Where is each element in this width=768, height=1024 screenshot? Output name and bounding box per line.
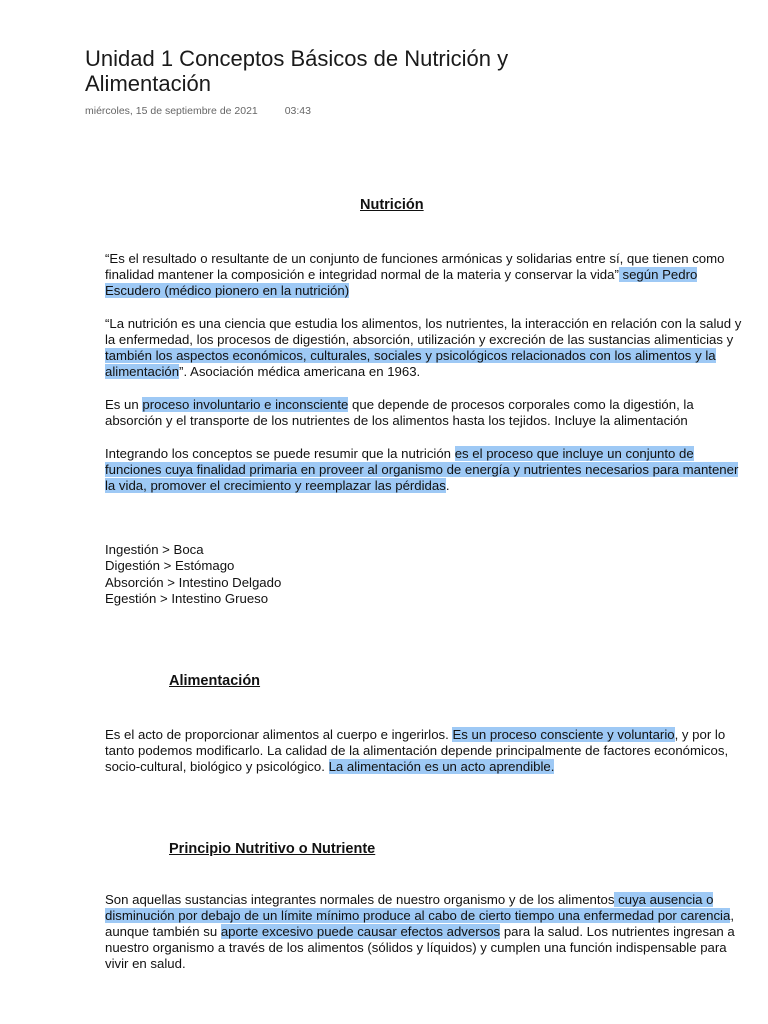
text-segment: Son aquellas sustancias integrantes normales de nuestro organismo y de los alimentos bbox=[105, 892, 615, 907]
digestive-process-list bbox=[105, 542, 281, 607]
highlight: cuya ausencia o disminución por debajo de un límite mínimo produce al cabo de cierto tiempo una enfermedad por carencia bbox=[105, 892, 731, 923]
heading-nutriente: Principio Nutritivo o Nutriente bbox=[169, 841, 376, 857]
page-time: 03:43 bbox=[284, 105, 311, 117]
text-segment: que depende de procesos corporales como la digestión, la absorción y el transporte de los nutrientes de los alimentos hasta los tejidos. Incluye la alimentación bbox=[105, 397, 694, 428]
page-meta bbox=[85, 105, 311, 117]
nutricion-paragraph-3 bbox=[105, 397, 750, 429]
list-item: Absorción > Intestino Delgado bbox=[105, 574, 282, 590]
text-segment: “La nutrición es una ciencia que estudia los alimentos, los nutrientes, la interacción en relación con la salud y la enfermedad, los procesos de digestión, absorción, utilización y excreción de las sustancias alimenticias y bbox=[105, 316, 742, 347]
text-segment: , y por lo tanto podemos modificarlo. La calidad de la alimentación depende principalmente de factores económicos, socio-cultural, biológico y psicológico. bbox=[105, 727, 729, 774]
highlight: aporte excesivo puede causar efectos adversos bbox=[220, 924, 501, 939]
highlight: Es un proceso consciente y voluntario bbox=[452, 727, 675, 742]
list-item: Digestión > Estómago bbox=[105, 558, 235, 574]
text-segment: , aunque también su bbox=[105, 908, 734, 939]
text-segment: . bbox=[445, 478, 450, 493]
list-item: Egestión > Intestino Grueso bbox=[105, 590, 269, 606]
page-date: miércoles, 15 de septiembre de 2021 bbox=[85, 105, 258, 117]
nutricion-paragraph-1 bbox=[105, 251, 750, 299]
alimentacion-paragraph-1 bbox=[105, 727, 750, 775]
highlight: La alimentación es un acto aprendible. bbox=[328, 759, 555, 774]
text-segment: para la salud. Los nutrientes ingresan a nuestro organismo a través de los alimentos (sólidos y líquidos) y cumplen una función indispensable para vivir en salud. bbox=[105, 924, 735, 971]
text-segment: Integrando los conceptos se puede resumir que la nutrición bbox=[105, 446, 455, 461]
highlight: según Pedro Escudero (médico pionero en la nutrición) bbox=[105, 267, 698, 298]
highlight: es el proceso que incluye un conjunto de funciones cuya finalidad primaria en proveer al organismo de energía y nutrientes necesarios para mantener la vida, promover el crecimiento y reemplazar las pérdidas bbox=[105, 446, 739, 493]
nutricion-paragraph-4 bbox=[105, 446, 750, 494]
text-segment: Es un bbox=[105, 397, 143, 412]
list-item: Ingestión > Boca bbox=[105, 542, 204, 557]
text-segment: Es el acto de proporcionar alimentos al cuerpo e ingerirlos. bbox=[105, 727, 453, 742]
heading-alimentacion: Alimentación bbox=[169, 673, 261, 689]
text-segment: “Es el resultado o resultante de un conjunto de funciones armónicas y solidarias entre sí, que tienen como finalidad mantener la composición e integridad normal de la materia y conservar la vida” bbox=[105, 251, 725, 282]
highlight: proceso involuntario e inconsciente bbox=[142, 397, 349, 412]
nutriente-paragraph-1 bbox=[105, 892, 750, 972]
heading-nutricion: Nutrición bbox=[360, 197, 424, 213]
highlight: también los aspectos económicos, culturales, sociales y psicológicos relacionados con los alimentos y la alimentación bbox=[105, 348, 716, 379]
page-title: Unidad 1 Conceptos Básicos de Nutrición y Alimentación bbox=[85, 46, 509, 96]
nutricion-paragraph-2 bbox=[105, 316, 750, 380]
text-segment: ”. Asociación médica americana en 1963. bbox=[179, 364, 421, 379]
